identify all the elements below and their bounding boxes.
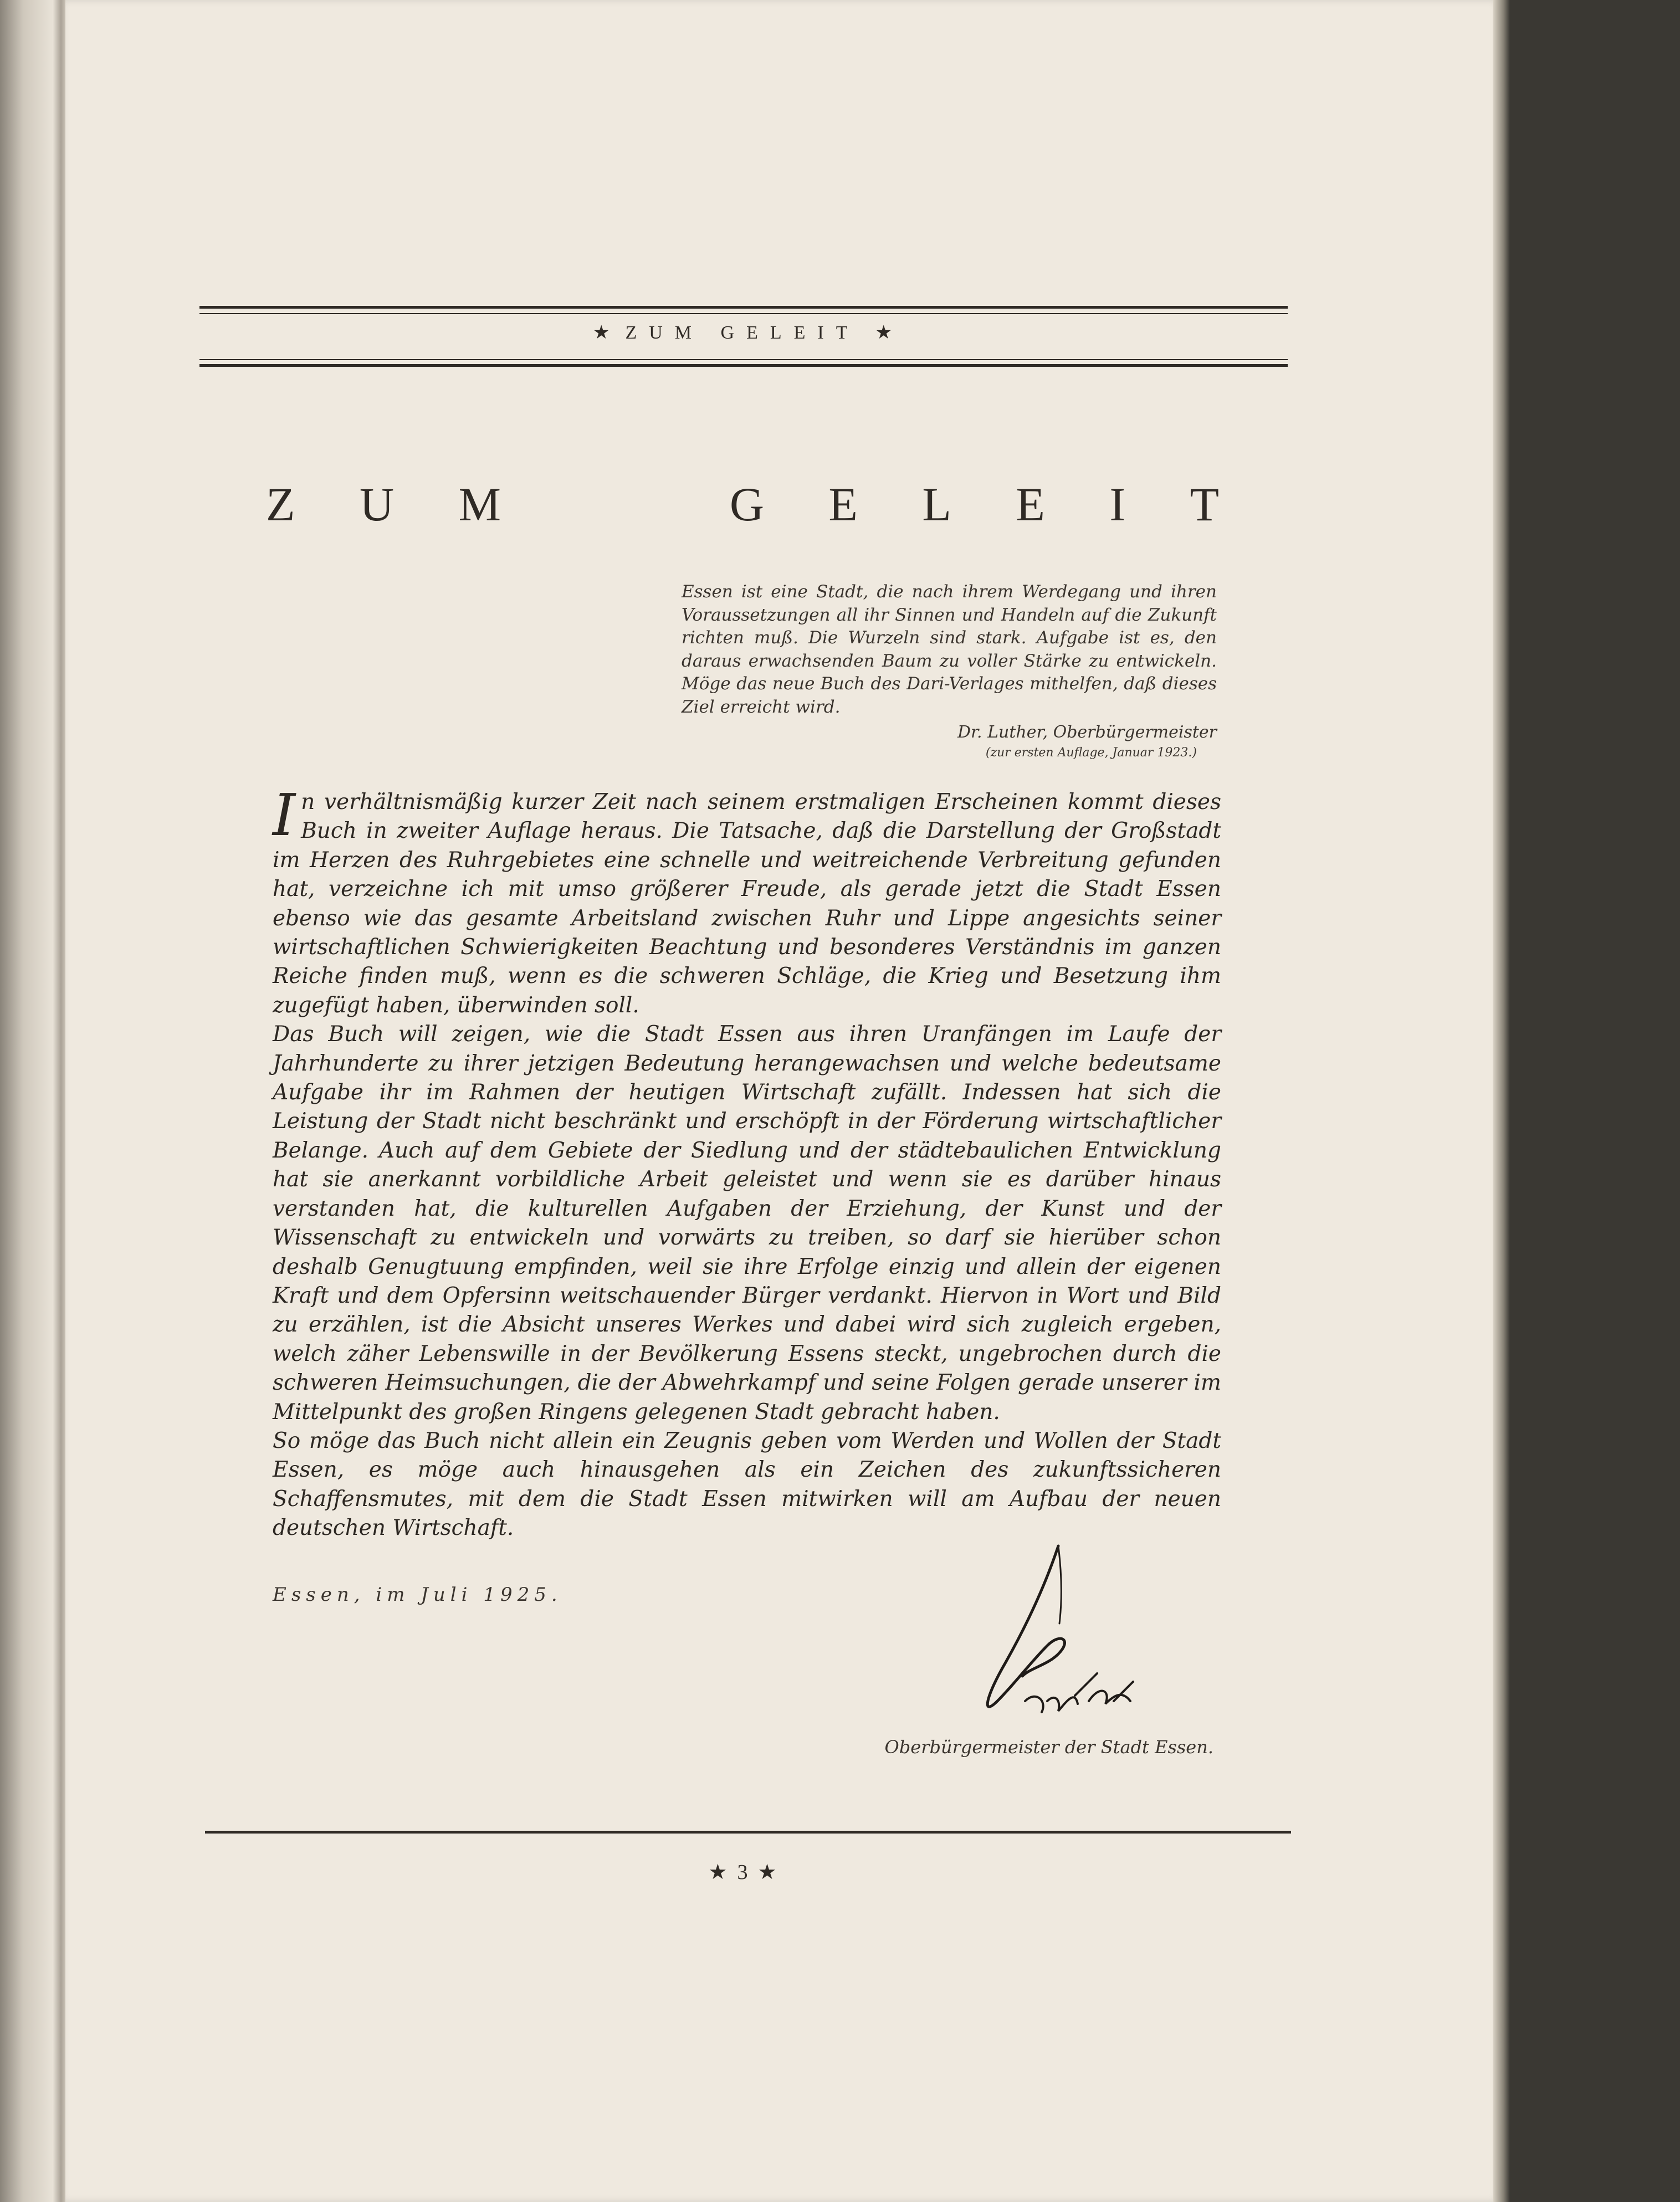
title-letter: Z bbox=[266, 478, 295, 531]
epigraph-quote: Essen ist eine Stadt, die nach ihrem Werdegang und ihren Voraussetzungen all ihr Sinnen und Handeln auf die Zukunft richten muß. Die Wurzeln sind stark. Aufgabe ist es, den daraus erwachsenden Baum zu voller Stärke zu entwickeln. Möge das neue Buch des Dari-Verlages mithelfen, daß dieses Ziel erreicht wird. bbox=[682, 582, 1217, 717]
title-letter: I bbox=[1109, 478, 1126, 531]
ornament-star: ★ bbox=[757, 1861, 777, 1884]
title-letter: T bbox=[1190, 478, 1219, 531]
drop-cap: I bbox=[273, 781, 296, 849]
title-letter: M bbox=[458, 478, 501, 531]
title-letter: U bbox=[359, 478, 395, 531]
running-head-text: ZUM GELEIT bbox=[625, 322, 860, 343]
footer-rule bbox=[205, 1831, 1291, 1834]
header-rule-bottom-thick bbox=[199, 364, 1288, 367]
paragraph-text: n verhältnismäßig kurzer Zeit nach seinem erstmaligen Erscheinen kommt dieses Buch in zweiter Auflage heraus. Die Tatsache, daß die Darstellung der Großstadt im Herzen des Ruhrgebietes eine schnelle und weitreichende Verbreitung gefunden hat, verzeichne ich mit umso größerer Freude, als gerade jetzt die Stadt Essen ebenso wie das gesamte Arbeitsland zwischen Ruhr und Lippe angesichts seiner wirtschaftlichen Schwierigkeiten Beachtung und besonderes Verständnis im ganzen Reiche finden muß, wenn es die schweren Schläge, die Krieg und Besetzung ihm zugefügt haben, überwinden soll. bbox=[273, 790, 1221, 1018]
header-rule-top-thin bbox=[199, 313, 1288, 314]
header-rule-top-thick bbox=[199, 306, 1288, 309]
signer-title: Oberbürgermeister der Stadt Essen. bbox=[884, 1737, 1213, 1758]
paragraph bbox=[273, 781, 1221, 1020]
handwritten-signature bbox=[964, 1535, 1197, 1740]
running-head bbox=[199, 321, 1285, 344]
title-letter: E bbox=[828, 478, 858, 531]
page-title bbox=[266, 477, 1219, 537]
paragraph: So möge das Buch nicht allein ein Zeugnis geben vom Werden und Wollen der Stadt Essen, es möge auch hinausgehen als ein Zeichen des zukunftssicheren Schaffensmutes, mit dem die Stadt Essen mitwirken will am Aufbau der neuen deutschen Wirtschaft. bbox=[273, 1428, 1221, 1541]
ornament-star: ★ bbox=[593, 322, 610, 343]
body-text bbox=[273, 781, 1221, 1543]
page-number-value: 3 bbox=[737, 1861, 748, 1884]
ornament-star: ★ bbox=[708, 1861, 728, 1884]
header-rule-bottom-thin bbox=[199, 359, 1288, 360]
paragraph: Das Buch will zeigen, wie die Stadt Essen aus ihren Uranfängen im Laufe der Jahrhunderte zu ihrer jetzigen Bedeutung herangewachsen und welche bedeutsame Aufgabe ihr im Rahmen der heutigen Wirtschaft zufällt. Indessen hat sich die Leistung der Stadt nicht beschränkt und erschöpft in der Förderung wirtschaftlicher Belange. Auch auf dem Gebiete der Siedlung und der städtebaulichen Entwicklung hat sie anerkannt vorbildliche Arbeit geleistet und wenn sie es darüber hinaus verstanden hat, die kulturellen Aufgaben der Erziehung, der Kunst und der Wissenschaft zu entwickeln und vorwärts zu treiben, so darf sie hierüber schon deshalb Genugtuung empfinden, weil sie ihre Erfolge einzig und allein der eigenen Kraft und dem Opfersinn weitschauender Bürger verdankt. Hiervon in Wort und Bild zu erzählen, ist die Absicht unseres Werkes und dabei wird sich zugleich ergeben, welch zäher Lebenswille in der Bevölkerung Essens steckt, ungebrochen durch die schweren Heimsuchungen, die der Abwehrkampf und seine Folgen gerade unserer im Mittelpunkt des großen Ringens gelegenen Stadt gebracht haben. bbox=[273, 1022, 1221, 1425]
page-number bbox=[199, 1860, 1285, 1884]
title-letter: G bbox=[729, 478, 764, 531]
epigraph-author: Dr. Luther, Oberbürgermeister bbox=[957, 723, 1217, 742]
page-edge-shadow bbox=[1493, 0, 1510, 2202]
ornament-star: ★ bbox=[875, 322, 892, 343]
epigraph-note: (zur ersten Auflage, Januar 1923.) bbox=[985, 746, 1197, 760]
title-letter: L bbox=[922, 478, 951, 531]
title-letter: E bbox=[1016, 478, 1045, 531]
place-date: Essen, im Juli 1925. bbox=[273, 1584, 562, 1606]
